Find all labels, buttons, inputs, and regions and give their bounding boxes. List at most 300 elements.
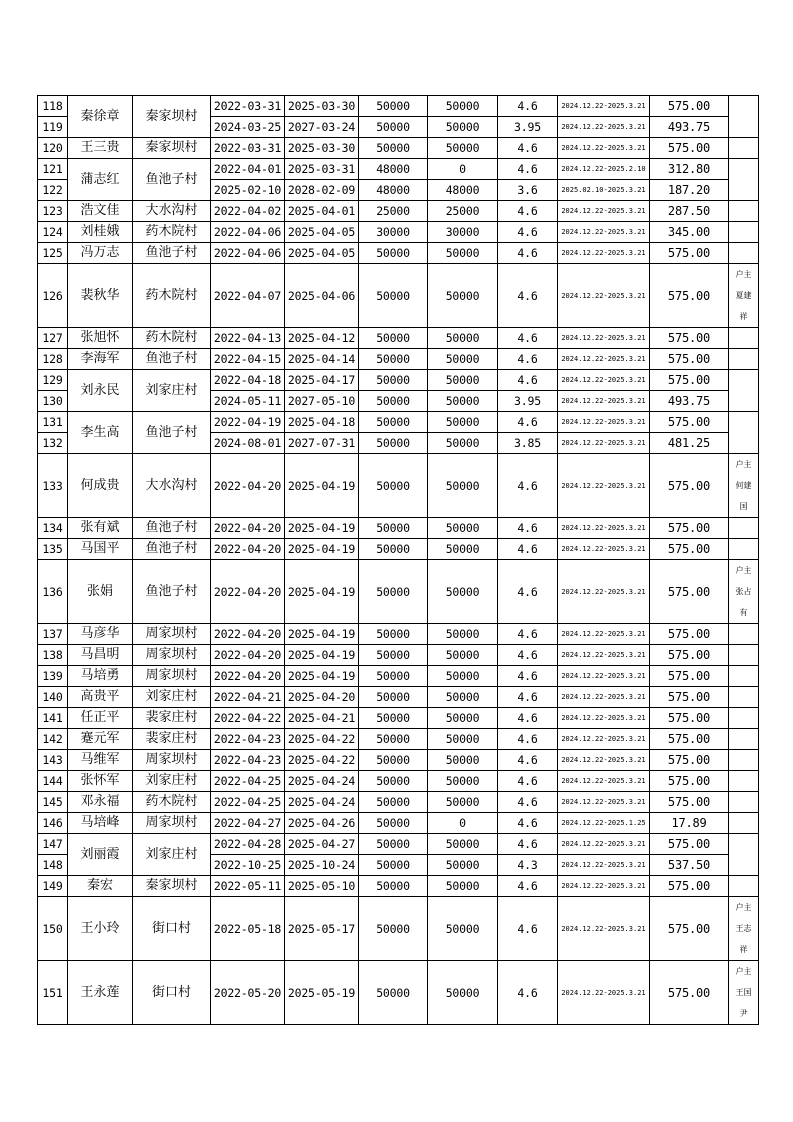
borrower-name-cell: 李生高 (68, 412, 133, 454)
interest-rate-cell: 4.6 (498, 201, 558, 222)
loan-end-date-cell: 2025-04-12 (285, 328, 359, 349)
remark-cell (729, 666, 759, 687)
interest-amount-cell: 575.00 (650, 897, 729, 961)
table-row (38, 138, 759, 159)
village-cell: 刘家庄村 (133, 771, 211, 792)
village-cell: 周家坝村 (133, 750, 211, 771)
remark-cell (729, 729, 759, 750)
interest-amount-cell: 493.75 (650, 391, 729, 412)
seq-number-cell: 125 (38, 243, 68, 264)
interest-amount-cell: 575.00 (650, 412, 729, 433)
borrower-name-cell: 马维军 (68, 750, 133, 771)
remark-cell (729, 687, 759, 708)
balance-cell: 50000 (428, 645, 498, 666)
borrower-name-cell: 邓永福 (68, 792, 133, 813)
balance-cell: 48000 (428, 180, 498, 201)
loan-end-date-cell: 2027-07-31 (285, 433, 359, 454)
balance-cell: 50000 (428, 243, 498, 264)
borrower-name-cell: 王小玲 (68, 897, 133, 961)
seq-number-cell: 119 (38, 117, 68, 138)
borrower-name-cell: 马培峰 (68, 813, 133, 834)
interest-rate-cell: 4.6 (498, 454, 558, 518)
loan-end-date-cell: 2025-04-05 (285, 243, 359, 264)
interest-amount-cell: 575.00 (650, 624, 729, 645)
loan-start-date-cell: 2022-03-31 (211, 138, 285, 159)
seq-number-cell: 147 (38, 834, 68, 855)
loan-start-date-cell: 2022-04-20 (211, 560, 285, 624)
interest-rate-cell: 4.6 (498, 243, 558, 264)
village-cell: 药木院村 (133, 264, 211, 328)
seq-number-cell: 133 (38, 454, 68, 518)
seq-number-cell: 124 (38, 222, 68, 243)
interest-period-cell: 2024.12.22-2025.3.21 (558, 201, 650, 222)
interest-amount-cell: 481.25 (650, 433, 729, 454)
remark-line: 王国 (735, 988, 752, 997)
loan-end-date-cell: 2028-02-09 (285, 180, 359, 201)
balance-cell: 50000 (428, 391, 498, 412)
loan-amount-cell: 50000 (359, 961, 428, 1025)
loan-start-date-cell: 2022-04-20 (211, 666, 285, 687)
table-row (38, 349, 759, 370)
interest-period-cell: 2024.12.22-2025.3.21 (558, 370, 650, 391)
village-cell: 大水沟村 (133, 201, 211, 222)
village-cell: 秦家坝村 (133, 138, 211, 159)
loan-start-date-cell: 2024-08-01 (211, 433, 285, 454)
table-row (38, 412, 759, 433)
interest-rate-cell: 4.6 (498, 560, 558, 624)
interest-period-cell: 2024.12.22-2025.3.21 (558, 792, 650, 813)
interest-rate-cell: 4.6 (498, 349, 558, 370)
loan-start-date-cell: 2022-04-20 (211, 518, 285, 539)
loan-start-date-cell: 2022-04-02 (211, 201, 285, 222)
seq-number-cell: 134 (38, 518, 68, 539)
interest-amount-cell: 575.00 (650, 560, 729, 624)
interest-period-cell: 2024.12.22-2025.3.21 (558, 433, 650, 454)
interest-period-cell: 2024.12.22-2025.3.21 (558, 708, 650, 729)
table-row (38, 454, 759, 518)
table-row (38, 771, 759, 792)
loan-end-date-cell: 2025-04-17 (285, 370, 359, 391)
table-row (38, 729, 759, 750)
interest-rate-cell: 4.6 (498, 624, 558, 645)
borrower-name-cell: 马彦华 (68, 624, 133, 645)
interest-rate-cell: 4.6 (498, 813, 558, 834)
balance-cell: 50000 (428, 771, 498, 792)
loan-amount-cell: 50000 (359, 560, 428, 624)
village-cell: 周家坝村 (133, 624, 211, 645)
loan-amount-cell: 50000 (359, 370, 428, 391)
loan-end-date-cell: 2025-04-19 (285, 454, 359, 518)
borrower-name-cell: 张娟 (68, 560, 133, 624)
loan-amount-cell: 25000 (359, 201, 428, 222)
table-row (38, 666, 759, 687)
interest-period-cell: 2024.12.22-2025.3.21 (558, 222, 650, 243)
remark-line: 祥 (739, 312, 748, 321)
interest-amount-cell: 575.00 (650, 96, 729, 117)
loan-start-date-cell: 2022-04-25 (211, 771, 285, 792)
remark-line: 户主 (735, 566, 752, 575)
loan-amount-cell: 50000 (359, 454, 428, 518)
interest-amount-cell: 575.00 (650, 750, 729, 771)
interest-amount-cell: 575.00 (650, 539, 729, 560)
interest-amount-cell: 575.00 (650, 961, 729, 1025)
seq-number-cell: 144 (38, 771, 68, 792)
loan-start-date-cell: 2022-04-07 (211, 264, 285, 328)
interest-period-cell: 2024.12.22-2025.1.25 (558, 813, 650, 834)
loan-end-date-cell: 2025-05-19 (285, 961, 359, 1025)
table-row (38, 370, 759, 391)
interest-rate-cell: 4.6 (498, 412, 558, 433)
village-cell: 刘家庄村 (133, 834, 211, 876)
loan-amount-cell: 50000 (359, 96, 428, 117)
table-row (38, 96, 759, 117)
balance-cell: 50000 (428, 897, 498, 961)
table-row (38, 243, 759, 264)
balance-cell: 50000 (428, 539, 498, 560)
loan-start-date-cell: 2022-04-25 (211, 792, 285, 813)
loan-end-date-cell: 2027-03-24 (285, 117, 359, 138)
loan-amount-cell: 50000 (359, 518, 428, 539)
balance-cell: 0 (428, 813, 498, 834)
loan-end-date-cell: 2025-04-19 (285, 666, 359, 687)
village-cell: 秦家坝村 (133, 96, 211, 138)
loan-end-date-cell: 2025-04-06 (285, 264, 359, 328)
loan-amount-cell: 50000 (359, 687, 428, 708)
loan-end-date-cell: 2025-03-30 (285, 138, 359, 159)
interest-amount-cell: 575.00 (650, 138, 729, 159)
balance-cell: 0 (428, 159, 498, 180)
interest-rate-cell: 3.6 (498, 180, 558, 201)
loan-amount-cell: 50000 (359, 539, 428, 560)
loan-amount-cell: 48000 (359, 180, 428, 201)
borrower-name-cell: 裴秋华 (68, 264, 133, 328)
interest-rate-cell: 3.85 (498, 433, 558, 454)
borrower-name-cell: 刘丽霞 (68, 834, 133, 876)
loan-end-date-cell: 2025-10-24 (285, 855, 359, 876)
borrower-name-cell: 冯万志 (68, 243, 133, 264)
loan-end-date-cell: 2025-04-21 (285, 708, 359, 729)
interest-period-cell: 2024.12.22-2025.2.10 (558, 159, 650, 180)
balance-cell: 50000 (428, 518, 498, 539)
loan-amount-cell: 48000 (359, 159, 428, 180)
village-cell: 鱼池子村 (133, 560, 211, 624)
remark-cell (729, 708, 759, 729)
remark-cell (729, 138, 759, 159)
balance-cell: 50000 (428, 412, 498, 433)
loan-start-date-cell: 2022-04-23 (211, 729, 285, 750)
interest-amount-cell: 575.00 (650, 370, 729, 391)
remark-line: 户主 (735, 967, 752, 976)
remark-line: 祥 (739, 945, 748, 954)
loan-amount-cell: 50000 (359, 750, 428, 771)
loan-amount-cell: 50000 (359, 412, 428, 433)
seq-number-cell: 120 (38, 138, 68, 159)
seq-number-cell: 148 (38, 855, 68, 876)
loan-start-date-cell: 2022-04-01 (211, 159, 285, 180)
remark-cell (729, 750, 759, 771)
interest-rate-cell: 4.6 (498, 687, 558, 708)
loan-start-date-cell: 2022-04-20 (211, 645, 285, 666)
village-cell: 药木院村 (133, 792, 211, 813)
borrower-name-cell: 王永莲 (68, 961, 133, 1025)
interest-period-cell: 2024.12.22-2025.3.21 (558, 834, 650, 855)
interest-amount-cell: 575.00 (650, 454, 729, 518)
loan-end-date-cell: 2025-05-17 (285, 897, 359, 961)
balance-cell: 50000 (428, 687, 498, 708)
loan-start-date-cell: 2022-03-31 (211, 96, 285, 117)
table-row (38, 876, 759, 897)
interest-period-cell: 2024.12.22-2025.3.21 (558, 391, 650, 412)
seq-number-cell: 137 (38, 624, 68, 645)
interest-period-cell: 2024.12.22-2025.3.21 (558, 328, 650, 349)
village-cell: 周家坝村 (133, 645, 211, 666)
remark-line: 张占 (735, 587, 752, 596)
seq-number-cell: 142 (38, 729, 68, 750)
interest-period-cell: 2024.12.22-2025.3.21 (558, 264, 650, 328)
borrower-name-cell: 秦宏 (68, 876, 133, 897)
seq-number-cell: 139 (38, 666, 68, 687)
balance-cell: 50000 (428, 328, 498, 349)
interest-rate-cell: 4.6 (498, 876, 558, 897)
interest-rate-cell: 4.6 (498, 264, 558, 328)
village-cell: 街口村 (133, 961, 211, 1025)
seq-number-cell: 145 (38, 792, 68, 813)
loan-amount-cell: 50000 (359, 264, 428, 328)
loan-start-date-cell: 2022-04-28 (211, 834, 285, 855)
interest-amount-cell: 345.00 (650, 222, 729, 243)
table-row (38, 687, 759, 708)
loan-end-date-cell: 2025-03-30 (285, 96, 359, 117)
interest-rate-cell: 4.6 (498, 897, 558, 961)
interest-period-cell: 2024.12.22-2025.3.21 (558, 243, 650, 264)
seq-number-cell: 128 (38, 349, 68, 370)
remark-line: 户主 (735, 460, 752, 469)
interest-amount-cell: 575.00 (650, 264, 729, 328)
interest-amount-cell: 493.75 (650, 117, 729, 138)
village-cell: 鱼池子村 (133, 243, 211, 264)
loan-end-date-cell: 2025-04-20 (285, 687, 359, 708)
remark-line: 夏建 (735, 291, 752, 300)
interest-amount-cell: 312.80 (650, 159, 729, 180)
borrower-name-cell: 高贵平 (68, 687, 133, 708)
loan-end-date-cell: 2025-04-19 (285, 560, 359, 624)
balance-cell: 50000 (428, 855, 498, 876)
loan-amount-cell: 50000 (359, 897, 428, 961)
borrower-name-cell: 张怀军 (68, 771, 133, 792)
village-cell: 鱼池子村 (133, 412, 211, 454)
loan-end-date-cell: 2025-04-14 (285, 349, 359, 370)
balance-cell: 50000 (428, 666, 498, 687)
interest-period-cell: 2024.12.22-2025.3.21 (558, 750, 650, 771)
remark-cell (729, 624, 759, 645)
interest-amount-cell: 17.89 (650, 813, 729, 834)
interest-rate-cell: 4.6 (498, 328, 558, 349)
balance-cell: 50000 (428, 370, 498, 391)
village-cell: 周家坝村 (133, 666, 211, 687)
loan-amount-cell: 50000 (359, 855, 428, 876)
table-row (38, 201, 759, 222)
village-cell: 鱼池子村 (133, 349, 211, 370)
borrower-name-cell: 马培勇 (68, 666, 133, 687)
loan-end-date-cell: 2025-04-24 (285, 771, 359, 792)
interest-amount-cell: 287.50 (650, 201, 729, 222)
interest-rate-cell: 4.6 (498, 771, 558, 792)
seq-number-cell: 135 (38, 539, 68, 560)
loan-amount-cell: 50000 (359, 117, 428, 138)
table-row (38, 328, 759, 349)
remark-cell (729, 876, 759, 897)
village-cell: 刘家庄村 (133, 687, 211, 708)
remark-cell (729, 222, 759, 243)
interest-rate-cell: 4.6 (498, 518, 558, 539)
remark-line: 户主 (735, 270, 752, 279)
loan-start-date-cell: 2022-05-11 (211, 876, 285, 897)
remark-cell (729, 349, 759, 370)
balance-cell: 50000 (428, 264, 498, 328)
seq-number-cell: 121 (38, 159, 68, 180)
remark-cell (729, 243, 759, 264)
interest-period-cell: 2024.12.22-2025.3.21 (558, 961, 650, 1025)
interest-period-cell: 2024.12.22-2025.3.21 (558, 666, 650, 687)
interest-period-cell: 2024.12.22-2025.3.21 (558, 645, 650, 666)
borrower-name-cell: 马昌明 (68, 645, 133, 666)
loan-start-date-cell: 2022-04-23 (211, 750, 285, 771)
interest-amount-cell: 537.50 (650, 855, 729, 876)
balance-cell: 25000 (428, 201, 498, 222)
remark-cell (729, 96, 759, 138)
loan-amount-cell: 50000 (359, 876, 428, 897)
borrower-name-cell: 刘永民 (68, 370, 133, 412)
seq-number-cell: 118 (38, 96, 68, 117)
loan-amount-cell: 50000 (359, 645, 428, 666)
loan-start-date-cell: 2024-05-11 (211, 391, 285, 412)
loan-end-date-cell: 2025-04-05 (285, 222, 359, 243)
loan-end-date-cell: 2025-04-19 (285, 645, 359, 666)
interest-period-cell: 2024.12.22-2025.3.21 (558, 518, 650, 539)
interest-rate-cell: 4.6 (498, 834, 558, 855)
interest-period-cell: 2024.12.22-2025.3.21 (558, 454, 650, 518)
balance-cell: 50000 (428, 349, 498, 370)
interest-period-cell: 2024.12.22-2025.3.21 (558, 96, 650, 117)
seq-number-cell: 136 (38, 560, 68, 624)
loan-start-date-cell: 2022-04-15 (211, 349, 285, 370)
borrower-name-cell: 何成贵 (68, 454, 133, 518)
seq-number-cell: 141 (38, 708, 68, 729)
seq-number-cell: 138 (38, 645, 68, 666)
interest-rate-cell: 4.3 (498, 855, 558, 876)
interest-amount-cell: 575.00 (650, 876, 729, 897)
loan-start-date-cell: 2022-04-06 (211, 222, 285, 243)
remark-cell (729, 159, 759, 201)
seq-number-cell: 130 (38, 391, 68, 412)
loan-amount-cell: 50000 (359, 792, 428, 813)
village-cell: 街口村 (133, 897, 211, 961)
remark-cell (729, 539, 759, 560)
table-row (38, 539, 759, 560)
loan-amount-cell: 50000 (359, 433, 428, 454)
table-row (38, 222, 759, 243)
remark-cell (729, 834, 759, 876)
table-row (38, 159, 759, 180)
village-cell: 鱼池子村 (133, 518, 211, 539)
loan-start-date-cell: 2024-03-25 (211, 117, 285, 138)
interest-amount-cell: 575.00 (650, 328, 729, 349)
table-row (38, 624, 759, 645)
borrower-name-cell: 蹇元军 (68, 729, 133, 750)
loan-amount-cell: 50000 (359, 666, 428, 687)
loan-amount-cell: 50000 (359, 834, 428, 855)
interest-rate-cell: 4.6 (498, 792, 558, 813)
interest-period-cell: 2024.12.22-2025.3.21 (558, 138, 650, 159)
loan-start-date-cell: 2022-04-13 (211, 328, 285, 349)
village-cell: 裴家庄村 (133, 729, 211, 750)
borrower-name-cell: 马国平 (68, 539, 133, 560)
loan-end-date-cell: 2025-04-22 (285, 729, 359, 750)
remark-line: 国 (739, 502, 748, 511)
balance-cell: 50000 (428, 750, 498, 771)
table-row (38, 518, 759, 539)
remark-cell (729, 560, 759, 624)
loan-amount-cell: 50000 (359, 328, 428, 349)
interest-period-cell: 2024.12.22-2025.3.21 (558, 560, 650, 624)
loan-end-date-cell: 2025-05-10 (285, 876, 359, 897)
village-cell: 鱼池子村 (133, 539, 211, 560)
balance-cell: 50000 (428, 624, 498, 645)
loan-amount-cell: 50000 (359, 708, 428, 729)
loan-end-date-cell: 2025-04-26 (285, 813, 359, 834)
borrower-name-cell: 秦徐章 (68, 96, 133, 138)
remark-cell (729, 792, 759, 813)
interest-rate-cell: 3.95 (498, 117, 558, 138)
remark-line: 尹 (739, 1009, 748, 1018)
interest-period-cell: 2025.02.10-2025.3.21 (558, 180, 650, 201)
interest-amount-cell: 575.00 (650, 645, 729, 666)
loan-end-date-cell: 2025-04-27 (285, 834, 359, 855)
table-row (38, 708, 759, 729)
balance-cell: 50000 (428, 961, 498, 1025)
seq-number-cell: 131 (38, 412, 68, 433)
loan-end-date-cell: 2025-04-18 (285, 412, 359, 433)
remark-cell (729, 201, 759, 222)
remark-cell (729, 961, 759, 1025)
interest-rate-cell: 4.6 (498, 138, 558, 159)
remark-cell (729, 412, 759, 454)
interest-period-cell: 2024.12.22-2025.3.21 (558, 624, 650, 645)
loan-amount-cell: 50000 (359, 349, 428, 370)
seq-number-cell: 129 (38, 370, 68, 391)
loan-amount-cell: 50000 (359, 243, 428, 264)
interest-amount-cell: 575.00 (650, 518, 729, 539)
loan-start-date-cell: 2022-04-20 (211, 539, 285, 560)
interest-period-cell: 2024.12.22-2025.3.21 (558, 876, 650, 897)
loan-start-date-cell: 2022-10-25 (211, 855, 285, 876)
interest-amount-cell: 187.20 (650, 180, 729, 201)
interest-period-cell: 2024.12.22-2025.3.21 (558, 897, 650, 961)
interest-period-cell: 2024.12.22-2025.3.21 (558, 349, 650, 370)
village-cell: 周家坝村 (133, 813, 211, 834)
interest-rate-cell: 4.6 (498, 750, 558, 771)
borrower-name-cell: 张旭怀 (68, 328, 133, 349)
remark-cell (729, 771, 759, 792)
seq-number-cell: 127 (38, 328, 68, 349)
seq-number-cell: 123 (38, 201, 68, 222)
village-cell: 药木院村 (133, 328, 211, 349)
remark-cell (729, 454, 759, 518)
table-row (38, 560, 759, 624)
interest-rate-cell: 4.6 (498, 961, 558, 1025)
loan-end-date-cell: 2025-04-24 (285, 792, 359, 813)
interest-amount-cell: 575.00 (650, 349, 729, 370)
